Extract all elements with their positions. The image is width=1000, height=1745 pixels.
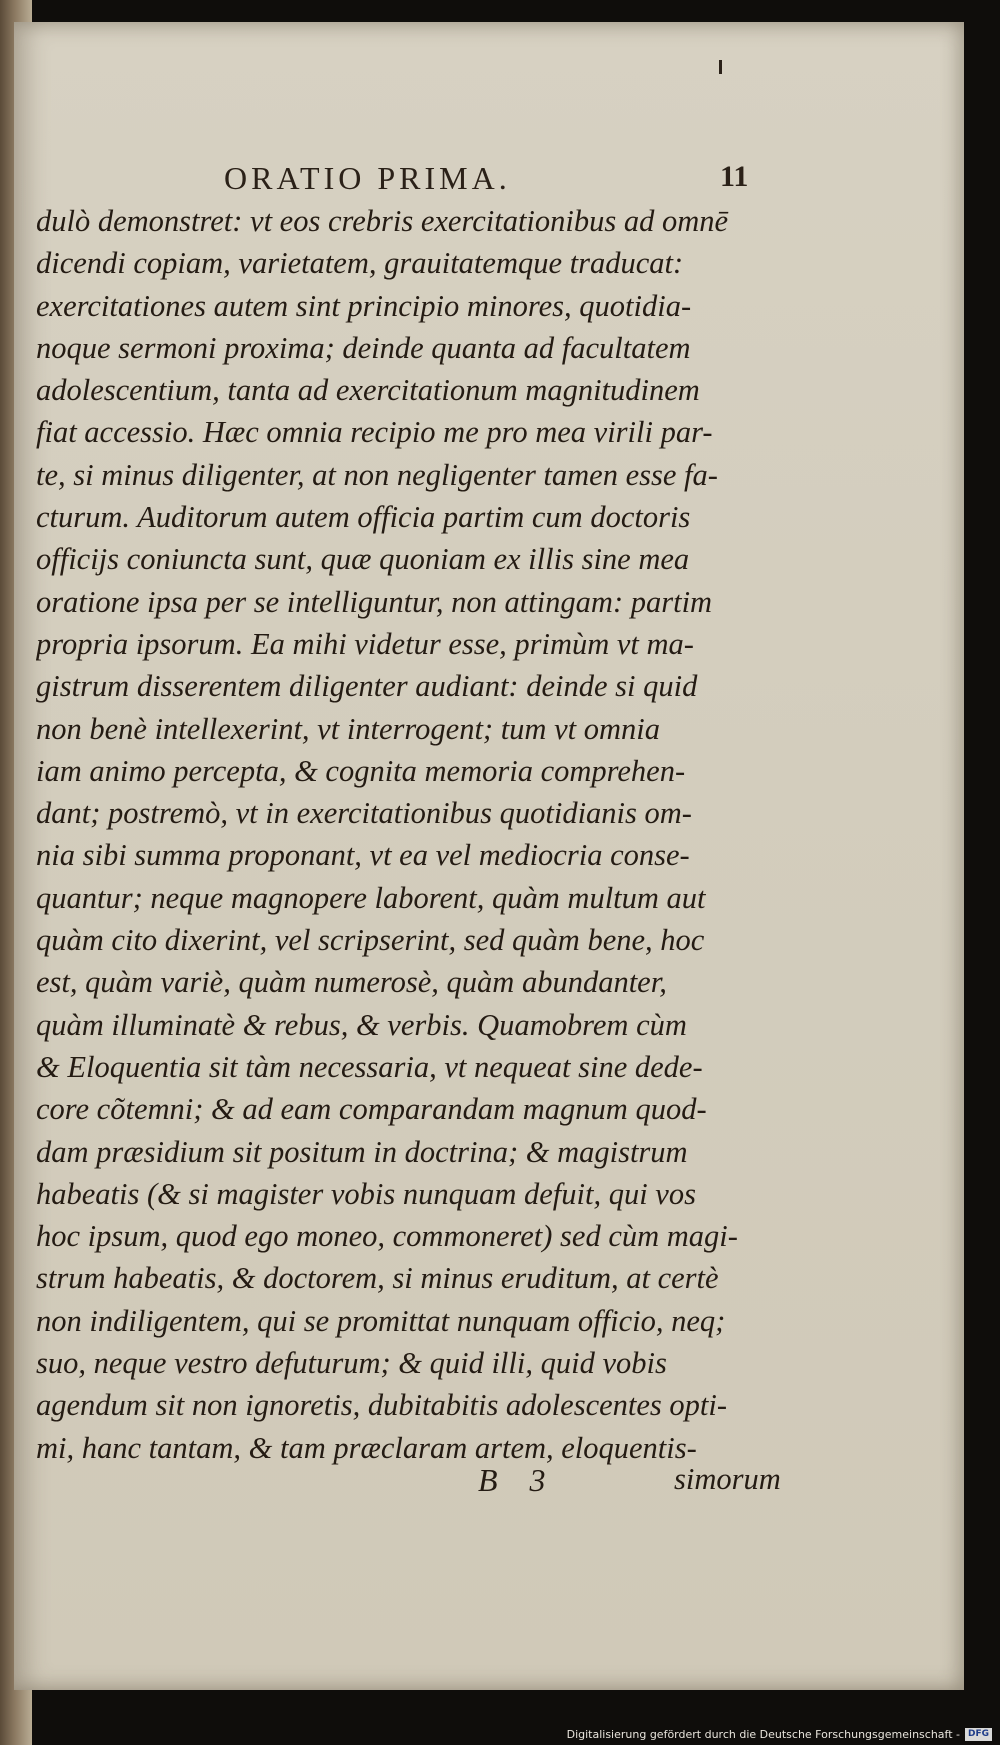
- text-line: strum habeatis, & doctorem, si minus eruditum, at certè: [36, 1261, 719, 1296]
- text-line: core cõtemni; & ad eam comparandam magnum quod-: [36, 1092, 707, 1127]
- text-line: adolescentium, tanta ad exercitationum magnitudinem: [36, 373, 700, 408]
- text-line: quantur; neque magnopere laborent, quàm multum aut: [36, 880, 706, 915]
- text-line: & Eloquentia sit tàm necessaria, vt nequeat sine dede-: [36, 1049, 703, 1084]
- text-line: nia sibi summa proponant, vt ea vel mediocria conse-: [36, 838, 690, 873]
- text-line: dam præsidium sit positum in doctrina; & magistrum: [36, 1134, 688, 1169]
- running-head-title: ORATIO PRIMA.: [224, 160, 511, 196]
- text-line: officijs coniuncta sunt, quæ quoniam ex illis sine mea: [36, 542, 690, 577]
- text-line: fiat accessio. Hæc omnia recipio me pro mea virili par-: [36, 415, 713, 450]
- text-line: mi, hanc tantam, & tam præclaram artem, eloquentis-: [36, 1430, 697, 1465]
- text-line: exercitationes autem sint principio minores, quotidia-: [36, 288, 692, 323]
- digitization-credit: [567, 1728, 992, 1741]
- text-line: noque sermoni proxima; deinde quanta ad facultatem: [36, 330, 691, 365]
- text-line: non indiligentem, qui se promittat nunquam officio, neq;: [36, 1303, 726, 1338]
- text-line: non benè intellexerint, vt interrogent; tum vt omnia: [36, 711, 660, 746]
- text-line: est, quàm variè, quàm numerosè, quàm abundanter,: [36, 965, 667, 1000]
- credit-text: Digitalisierung gefördert durch die Deutsche Forschungsgemeinschaft -: [566, 1728, 960, 1741]
- catchword: simorum: [674, 1462, 781, 1496]
- body-text: [36, 200, 806, 1469]
- text-line: hoc ipsum, quod ego moneo, commoneret) sed cùm magi-: [36, 1219, 738, 1254]
- text-line: suo, neque vestro defuturum; & quid illi, quid vobis: [36, 1346, 667, 1381]
- text-line: gistrum disserentem diligenter audiant: deinde si quid: [36, 669, 698, 704]
- text-line: agendum sit non ignoretis, dubitabitis adolescentes opti-: [36, 1388, 728, 1423]
- text-line: iam animo percepta, & cognita memoria comprehen-: [36, 753, 686, 788]
- signature-mark: B 3: [478, 1462, 558, 1498]
- page-number: 11: [720, 160, 749, 193]
- text-line: quàm cito dixerint, vel scripserint, sed quàm bene, hoc: [36, 923, 705, 958]
- dfg-logo: DFG: [965, 1728, 992, 1741]
- text-line: habeatis (& si magister vobis nunquam defuit, qui vos: [36, 1176, 696, 1211]
- text-line: oratione ipsa per se intelliguntur, non attingam: partim: [36, 584, 713, 619]
- page-footer: [14, 1462, 964, 1506]
- text-line: dulò demonstret: vt eos crebris exercitationibus ad omnē: [36, 204, 729, 238]
- text-line: cturum. Auditorum autem officia partim cum doctoris: [36, 500, 691, 535]
- text-line: dant; postremò, vt in exercitationibus quotidianis om-: [36, 796, 692, 831]
- running-head: [14, 160, 964, 200]
- book-page: [14, 22, 964, 1690]
- ink-mark: [719, 60, 722, 74]
- text-line: propria ipsorum. Ea mihi videtur esse, primùm vt ma-: [36, 626, 694, 661]
- text-line: quàm illuminatè & rebus, & verbis. Quamobrem cùm: [36, 1007, 687, 1042]
- text-line: dicendi copiam, varietatem, grauitatemque traducat:: [36, 246, 684, 281]
- text-line: te, si minus diligenter, at non negligenter tamen esse fa-: [36, 457, 718, 492]
